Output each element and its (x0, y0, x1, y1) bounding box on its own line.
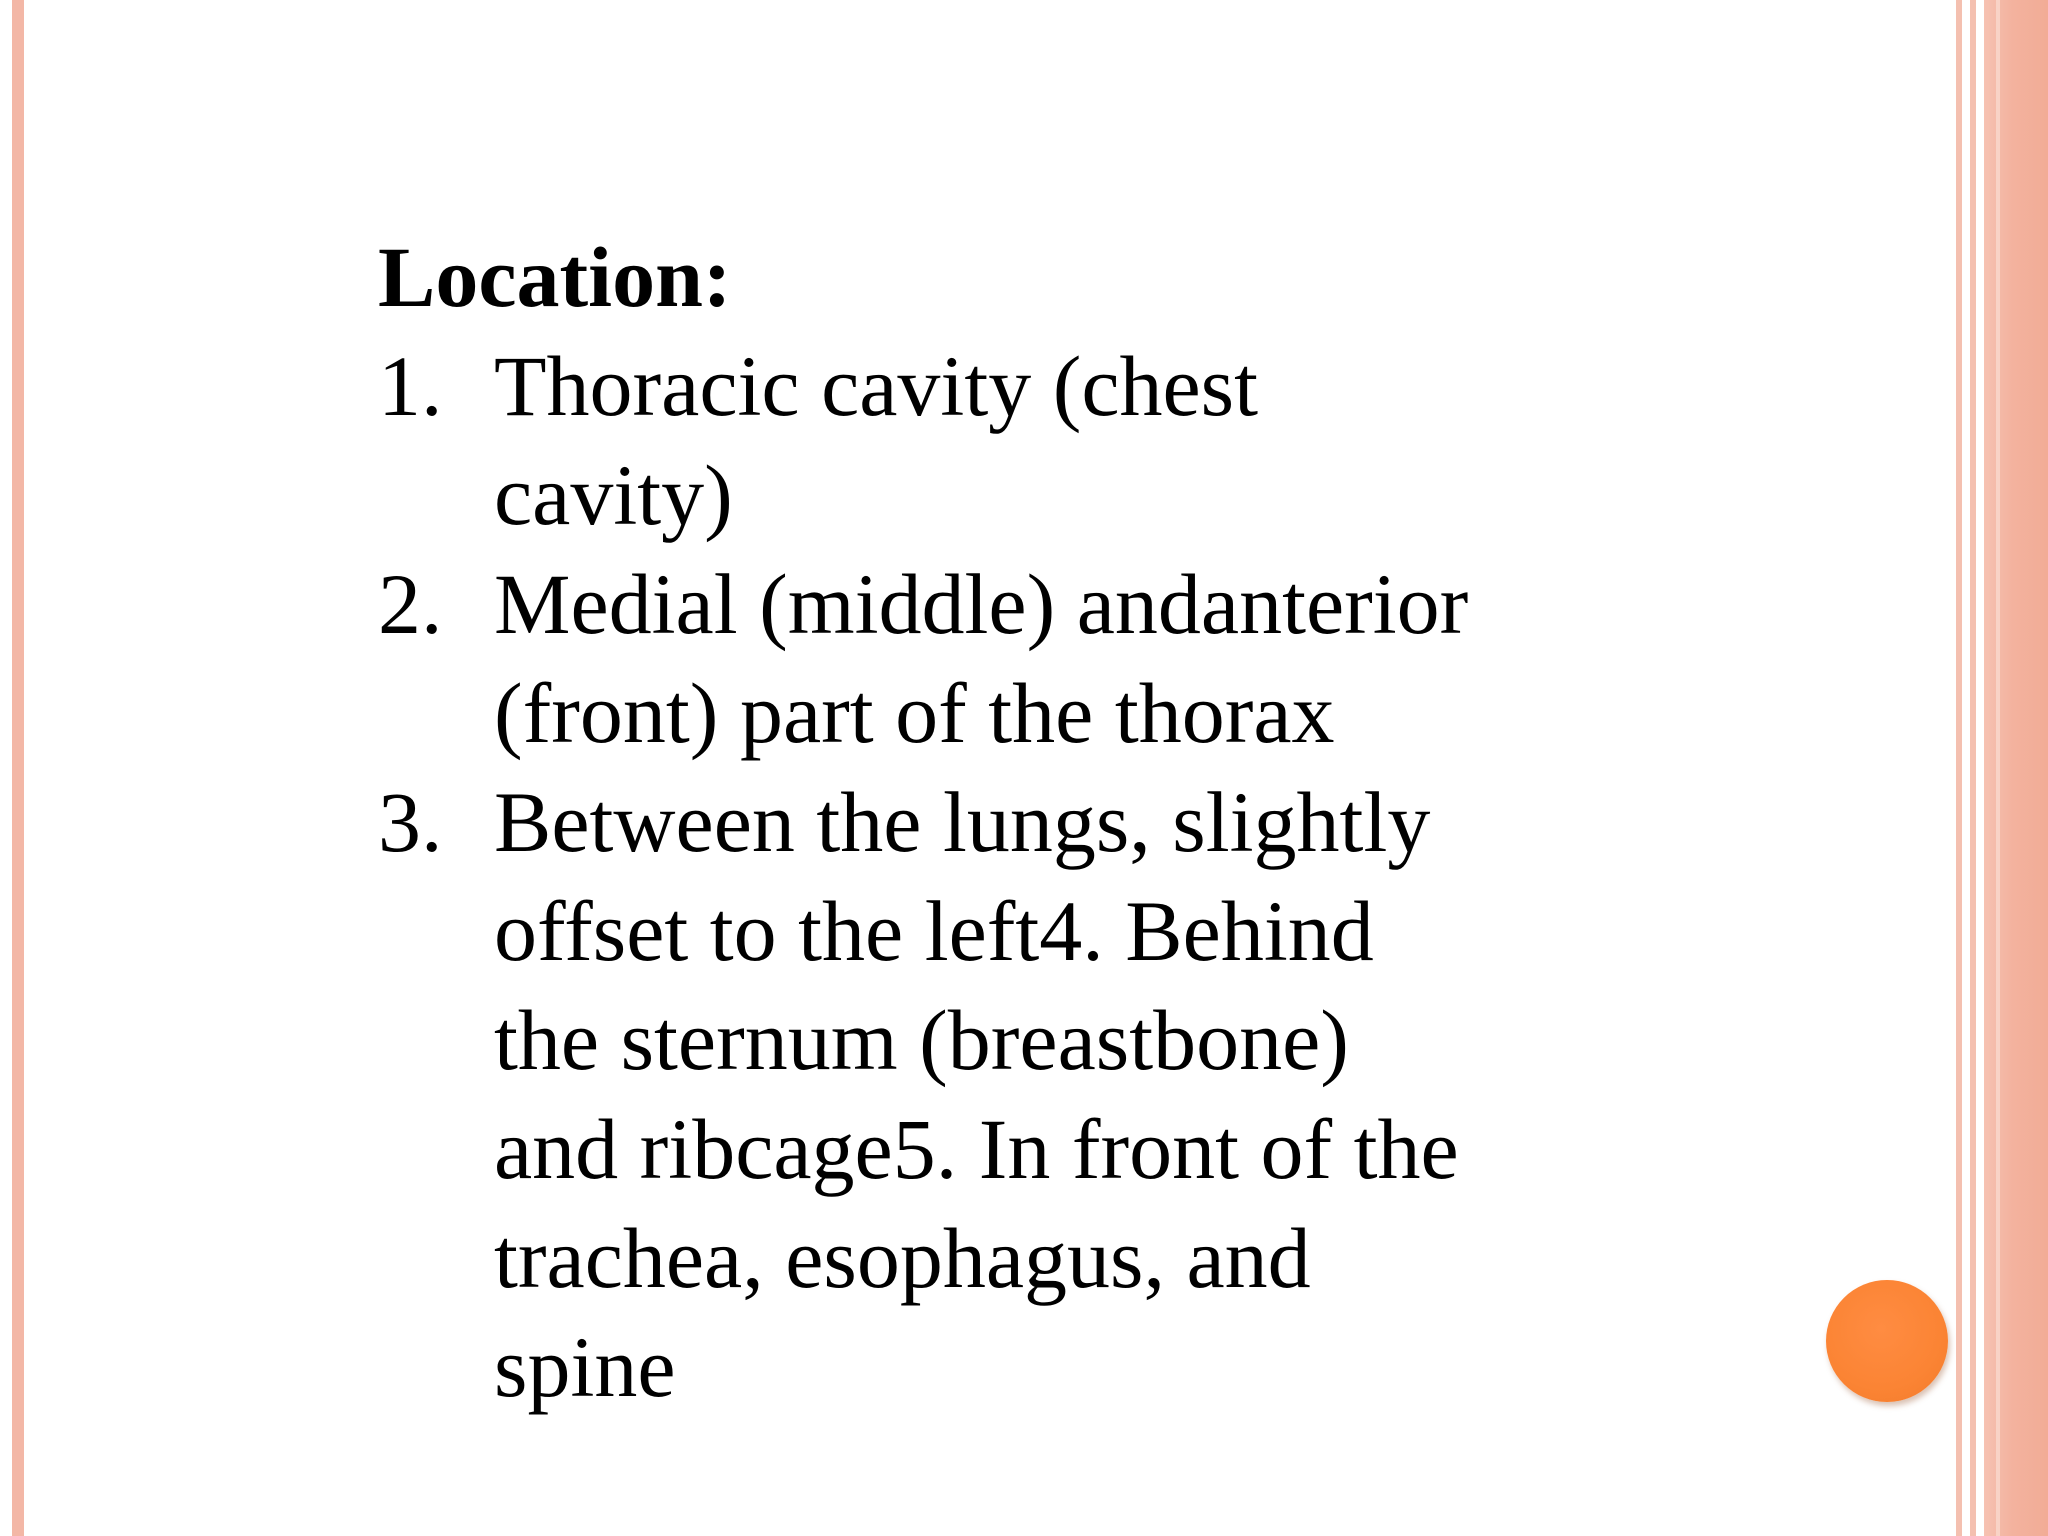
list-item-line: Medial (middle) andanterior (494, 556, 1469, 652)
list-item (378, 550, 1578, 768)
right-border-line (1956, 0, 1962, 1536)
list-item-number: 1. (378, 338, 443, 434)
slide-content (378, 222, 1578, 1422)
orange-circle-decoration (1826, 1280, 1948, 1402)
left-border-decoration (12, 0, 24, 1536)
list-item-number: 2. (378, 556, 443, 652)
list-item-line: spine (494, 1319, 676, 1415)
list-item (378, 332, 1578, 550)
list-item-line: (front) part of the thorax (494, 665, 1335, 761)
list-item-line: and ribcage5. In front of the (494, 1101, 1459, 1197)
list-item (378, 768, 1578, 1422)
list-item-line: the sternum (breastbone) (494, 992, 1349, 1088)
list-item-line: Thoracic cavity (chest (494, 338, 1259, 434)
location-list (378, 332, 1578, 1422)
list-item-line: Between the lungs, slightly (494, 774, 1431, 870)
slide-heading: Location: (378, 229, 732, 325)
list-item-line: cavity) (494, 447, 733, 543)
right-border-band (1984, 0, 2048, 1536)
list-item-text (494, 332, 1578, 550)
right-border-line (1970, 0, 1976, 1536)
list-item-text (494, 550, 1578, 768)
list-item-line: offset to the left4. Behind (494, 883, 1374, 979)
list-item-number: 3. (378, 774, 443, 870)
right-border-stripe (1996, 0, 2000, 1536)
list-item-line: trachea, esophagus, and (494, 1210, 1311, 1306)
list-item-text (494, 768, 1578, 1422)
